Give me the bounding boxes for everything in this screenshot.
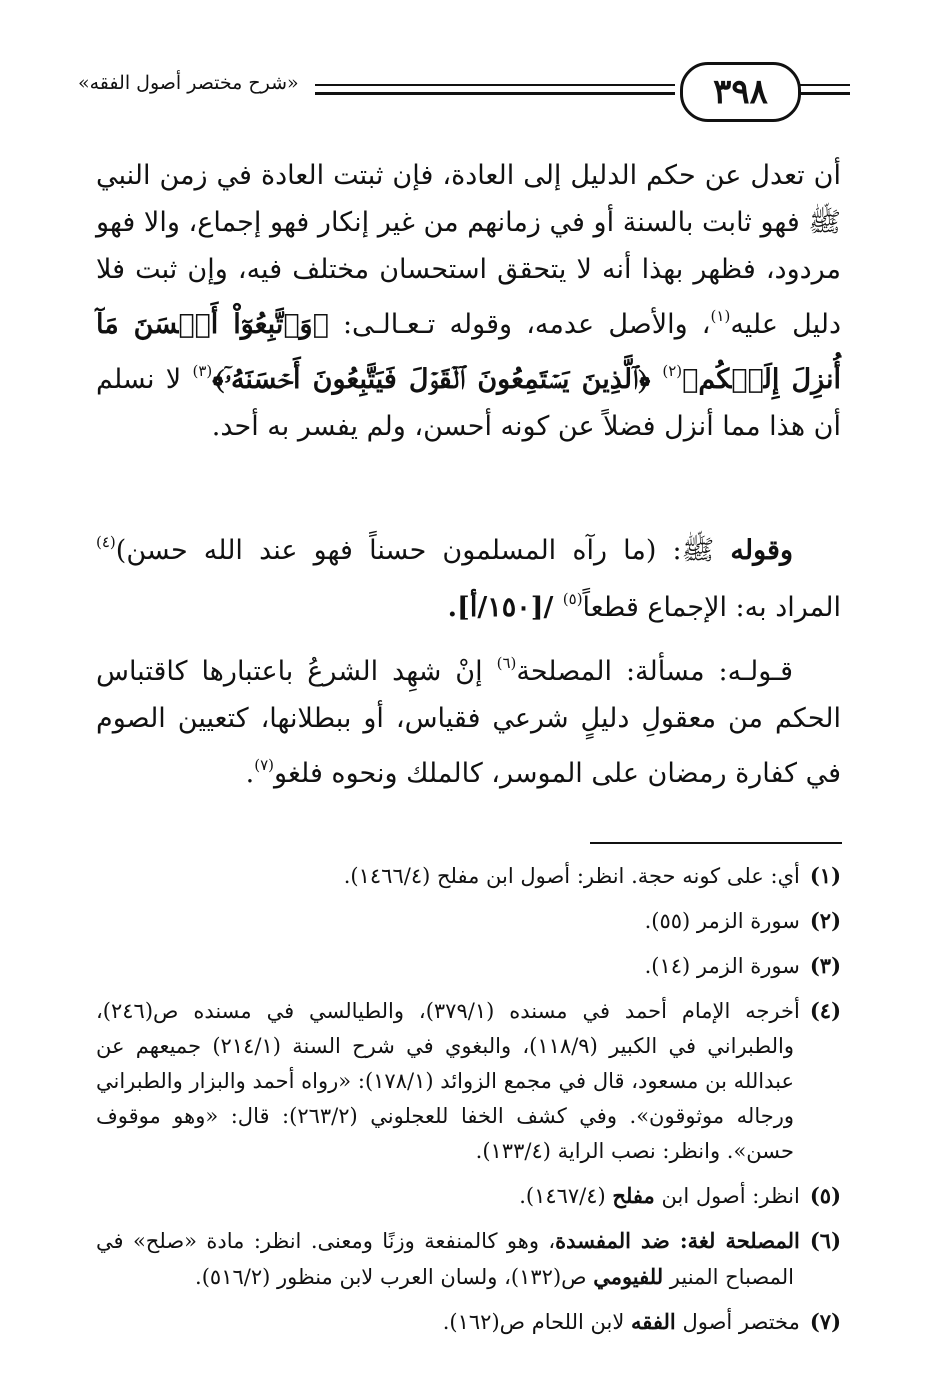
- header-rule: [315, 84, 675, 86]
- footnote-ref-7[interactable]: (٧): [254, 756, 275, 774]
- footnote-separator: [590, 842, 842, 844]
- footnote-number: (٥): [809, 1183, 841, 1208]
- footnote-bold: مفلح: [612, 1183, 655, 1208]
- footnote-number: (٢): [809, 908, 841, 933]
- page-header: [60, 58, 850, 128]
- footnote-3: [96, 948, 841, 984]
- paragraph-1: [96, 152, 841, 450]
- footnote-ref-1[interactable]: (١): [710, 307, 731, 325]
- running-title: «شرح مختصر أصول الفقه»: [78, 72, 299, 94]
- text: أن تعدل عن حكم الدليل إلى العادة، فإن ثبتت العادة في زمن النبي ﷺ فهو ثابت بالسنة أو في زمانهم من غير إنكار فهو إجماع، والا فهو مردود، فظهر بهذا أنه لا يتحقق استحسان مختلف فيه، وإن ثبت فلا دليل عليه: [96, 160, 841, 340]
- footnote-number: (٣): [809, 953, 841, 978]
- footnote-text: لابن اللحام ص(١٦٢).: [442, 1310, 632, 1334]
- text: .: [245, 758, 255, 789]
- text: لا نسلم أن هذا مما أنزل فضلاً عن كونه أحسن، ولم يفسر به أحد.: [96, 364, 841, 442]
- page-number-frame: [680, 62, 801, 122]
- footnote-text: ، وهو كالمنفعة وزنًا ومعنى. انظر: مادة «صلح» في المصباح المنير: [96, 1229, 794, 1289]
- footnotes: [96, 858, 841, 1349]
- manuscript-ref: /[١٥٠/أ].: [447, 592, 563, 623]
- text: المراد به: الإجماع قطعاً: [582, 592, 841, 623]
- footnote-2: [96, 903, 841, 939]
- page-number: ٣٩٨: [713, 72, 768, 112]
- text: : مسألة: المصلحة: [516, 656, 728, 687]
- footnote-bold: للفيومي: [593, 1264, 664, 1289]
- footnote-ref-2[interactable]: (٢): [662, 362, 683, 380]
- footnote-text: أي: على كونه حجة. انظر: أصول ابن مفلح (١٤٦٦/٤).: [343, 864, 800, 888]
- footnote-6: [96, 1223, 841, 1295]
- footnote-bold: المصلحة لغة: ضد المفسدة: [555, 1228, 800, 1253]
- footnote-5: [96, 1178, 841, 1214]
- footnote-1: [96, 858, 841, 894]
- footnote-number: (٦): [809, 1228, 841, 1253]
- footnote-number: (٤): [809, 998, 841, 1023]
- footnote-text: انظر: أصول ابن: [654, 1184, 800, 1208]
- text: ، والأصل عدمه، وقوله تـعـالـى:: [328, 309, 711, 340]
- text: ﷺ: (ما رآه المسلمون حسناً فهو عند الله حسن): [115, 535, 731, 566]
- footnote-bold: الفقه: [631, 1309, 676, 1334]
- lead-word: وقوله: [730, 535, 793, 566]
- lead-word: قـولـه: [727, 656, 793, 687]
- footnote-text: ص(١٣٢)، ولسان العرب لابن منظور (٥١٦/٢).: [195, 1265, 594, 1289]
- footnote-4: [96, 993, 841, 1169]
- footnote-text: (١٤٦٧/٤).: [519, 1184, 613, 1208]
- text: إنْ شهِد الشرعُ باعتبارها كاقتباس الحكم من معقولِ دليلٍ شرعي فقياس، أو ببطلانها، كتعيين الصوم في كفارة رمضان على الموسر، كالملك ونحوه فلغو: [96, 656, 841, 789]
- footnote-number: (٧): [809, 1309, 841, 1334]
- footnote-text: سورة الزمر (١٤).: [644, 954, 800, 978]
- footnote-text: أخرجه الإمام أحمد في مسنده (٣٧٩/١)، والطيالسي في مسنده ص(٢٤٦)، والطبراني في الكبير (١١٨/٩)، والبغوي في شرح السنة (٢١٤/١) جميعهم عن عبدالله بن مسعود، قال في مجمع الزوائد (١٧٨/١): «رواه أحمد والبزار والطبراني ورجاله موثوقون». وفي كشف الخفا للعجلوني (٢٦٣/٢): قال: «وهو موقوف حسن». وانظر: نصب الراية (١٣٣/٤).: [96, 999, 800, 1163]
- footnote-number: (١): [809, 863, 841, 888]
- footnote-ref-3[interactable]: (٣): [192, 362, 213, 380]
- footnote-ref-5[interactable]: (٥): [562, 590, 583, 608]
- quran-verse: ﴿ٱلَّذِينَ يَسۡتَمِعُونَ ٱلۡقَوۡلَ فَيَتَّبِعُونَ أَحۡسَنَهُۥٓ﴾: [212, 364, 663, 395]
- footnote-ref-4[interactable]: (٤): [96, 533, 116, 551]
- footnote-text: مختصر أصول: [675, 1310, 800, 1334]
- header-rule: [315, 92, 675, 95]
- quran-verse: ﴿وَٱتَّبِعُوٓاْ أَحۡسَنَ مَآ أُنزِلَ إِلَيۡكُم﴾: [96, 309, 841, 395]
- paragraph-3: [96, 640, 841, 797]
- footnote-ref-6[interactable]: (٦): [496, 654, 517, 672]
- footnote-text: سورة الزمر (٥٥).: [644, 909, 800, 933]
- paragraph-2: [96, 518, 841, 632]
- footnote-7: [96, 1304, 841, 1340]
